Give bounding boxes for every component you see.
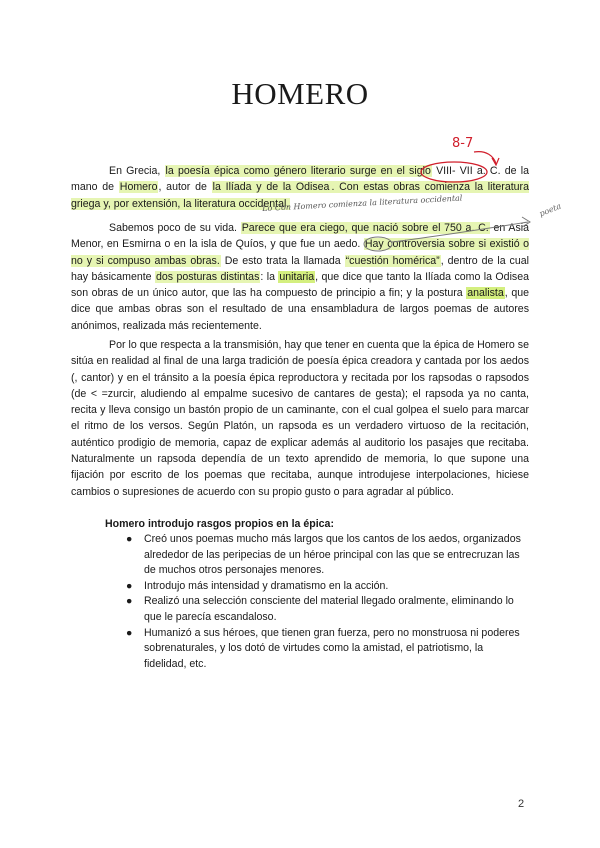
bullet-icon: ● <box>126 579 133 592</box>
bullet-icon: ● <box>126 595 133 608</box>
list-item: ● Humanizó a sus héroes, que tienen gran fuerza, pero no monstruosa ni poderes sobrenaturales, y los dotó de virtudes como la amistad, el patriotismo, la fidelidad, etc. <box>126 626 520 670</box>
p2-text-g: , dentro de la cual hay básicamente <box>71 254 529 283</box>
p1-text-a: En Grecia, <box>109 165 165 177</box>
p2-highlight-analista: analista <box>467 287 504 300</box>
list-item: ● Introdujo más intensidad y dramatismo en la acción. <box>120 579 528 595</box>
red-arrow-icon <box>474 152 496 164</box>
page-title: HOMERO <box>231 76 369 111</box>
handwritten-margin-note: Lo Con Homero comienza la literatura occidental <box>262 193 463 213</box>
p3-text: Por lo que respecta a la transmisión, hay que tener en cuenta que la épica de Homero se sitúa en realidad al final de una larga tradición de poesía épica creadora y cantada por los aedos (, cantor) y en el tránsito a la poesía épica reproductora y recitada por los rapsodas o rapsodos (de < =zurcir, aludiendo al empalme sucesivo de cantares de gesta); el rapsoda ya no canta, recita y lleva consigo un bastón propio de un caminante, con el cual golpea el suelo para marcar el ritmo de los versos. Según Platón, un rapsoda es un verdadero virtuoso de la recitación, auténtico prodigio de memoria, capaz de explicar además al auditorio los pasajes que recitaba. Naturalmente un rapsoda dependía de un texto aprendido de memoria, lo que supone una fijación por escrito de los poemas que recitaba, aunque introdujese interpolaciones, hiciese cambios o supresiones de acuerdo con su propio gusto o para agradar al público. <box>71 339 529 498</box>
p2-text-c: en Asia Menor, en Esmirna o en la isla de Quíos, y que fue un aedo. <box>71 222 529 251</box>
handwritten-side-note: poeta <box>538 201 563 219</box>
list-heading: Homero introdujo rasgos propios en la épica: <box>105 518 334 530</box>
p2-text-e: De esto trata la llamada <box>220 254 345 267</box>
p1-text-e: , autor de <box>158 181 212 194</box>
list-item: ● Creó unos poemas mucho más largos que los cantos de los aedos, organizados alrededor de las peripecias de un héroe principal con las que se entrecruzan las de muchos otros personajes menores. <box>126 533 521 577</box>
page-number: 2 <box>518 798 525 810</box>
p2-text-k: , que dice que tanto la Ilíada como la Odisea son obras de un único autor, que las ha compuesto de principio a fin; y la postura <box>71 270 529 300</box>
p2-highlight-unitaria: unitaria <box>279 270 315 283</box>
p2-text-m: , que dice que ambas obras son el resultado de una ensambladura de largos poemas de autores anónimos, realizada más recientemente. <box>71 287 529 332</box>
p1-highlight-works: la Ilíada y de la Odisea <box>212 181 330 194</box>
p1-text-c: VIII- VII a. C. de la mano de <box>71 165 529 194</box>
gray-arrow-icon <box>392 222 528 242</box>
bullet-icon: ● <box>126 626 133 639</box>
p2-highlight-blind: Parece que era ciego, que nació sobre el 750 a. C. <box>241 222 489 234</box>
p1-highlight-literature: . Con estas obras comienza la literatura griega y, por extensión, la literatura occidental. <box>71 181 529 210</box>
p2-highlight-postures: dos posturas distintas <box>155 270 260 283</box>
p2-highlight-question: “cuestión homérica” <box>345 254 440 267</box>
p2-text-i: : la <box>260 270 279 283</box>
list-item: ● Realizó una selección consciente del material llegado oralmente, eliminando lo que le parecía escandaloso. <box>126 595 514 623</box>
bullet-icon: ● <box>126 533 133 545</box>
handwritten-red-note: 8-7 <box>452 136 474 151</box>
red-circle-mark <box>421 162 487 182</box>
p2-text-a: Sabemos poco de su vida. <box>109 222 241 234</box>
p1-highlight-epic: la poesía épica como género literario surge en el siglo <box>165 165 431 177</box>
p2-highlight-controversy: Hay controversia sobre si existió o no y si compuso ambas obras. <box>71 238 530 267</box>
gray-circle-mark <box>364 237 392 251</box>
p1-highlight-homero: Homero <box>119 181 158 194</box>
